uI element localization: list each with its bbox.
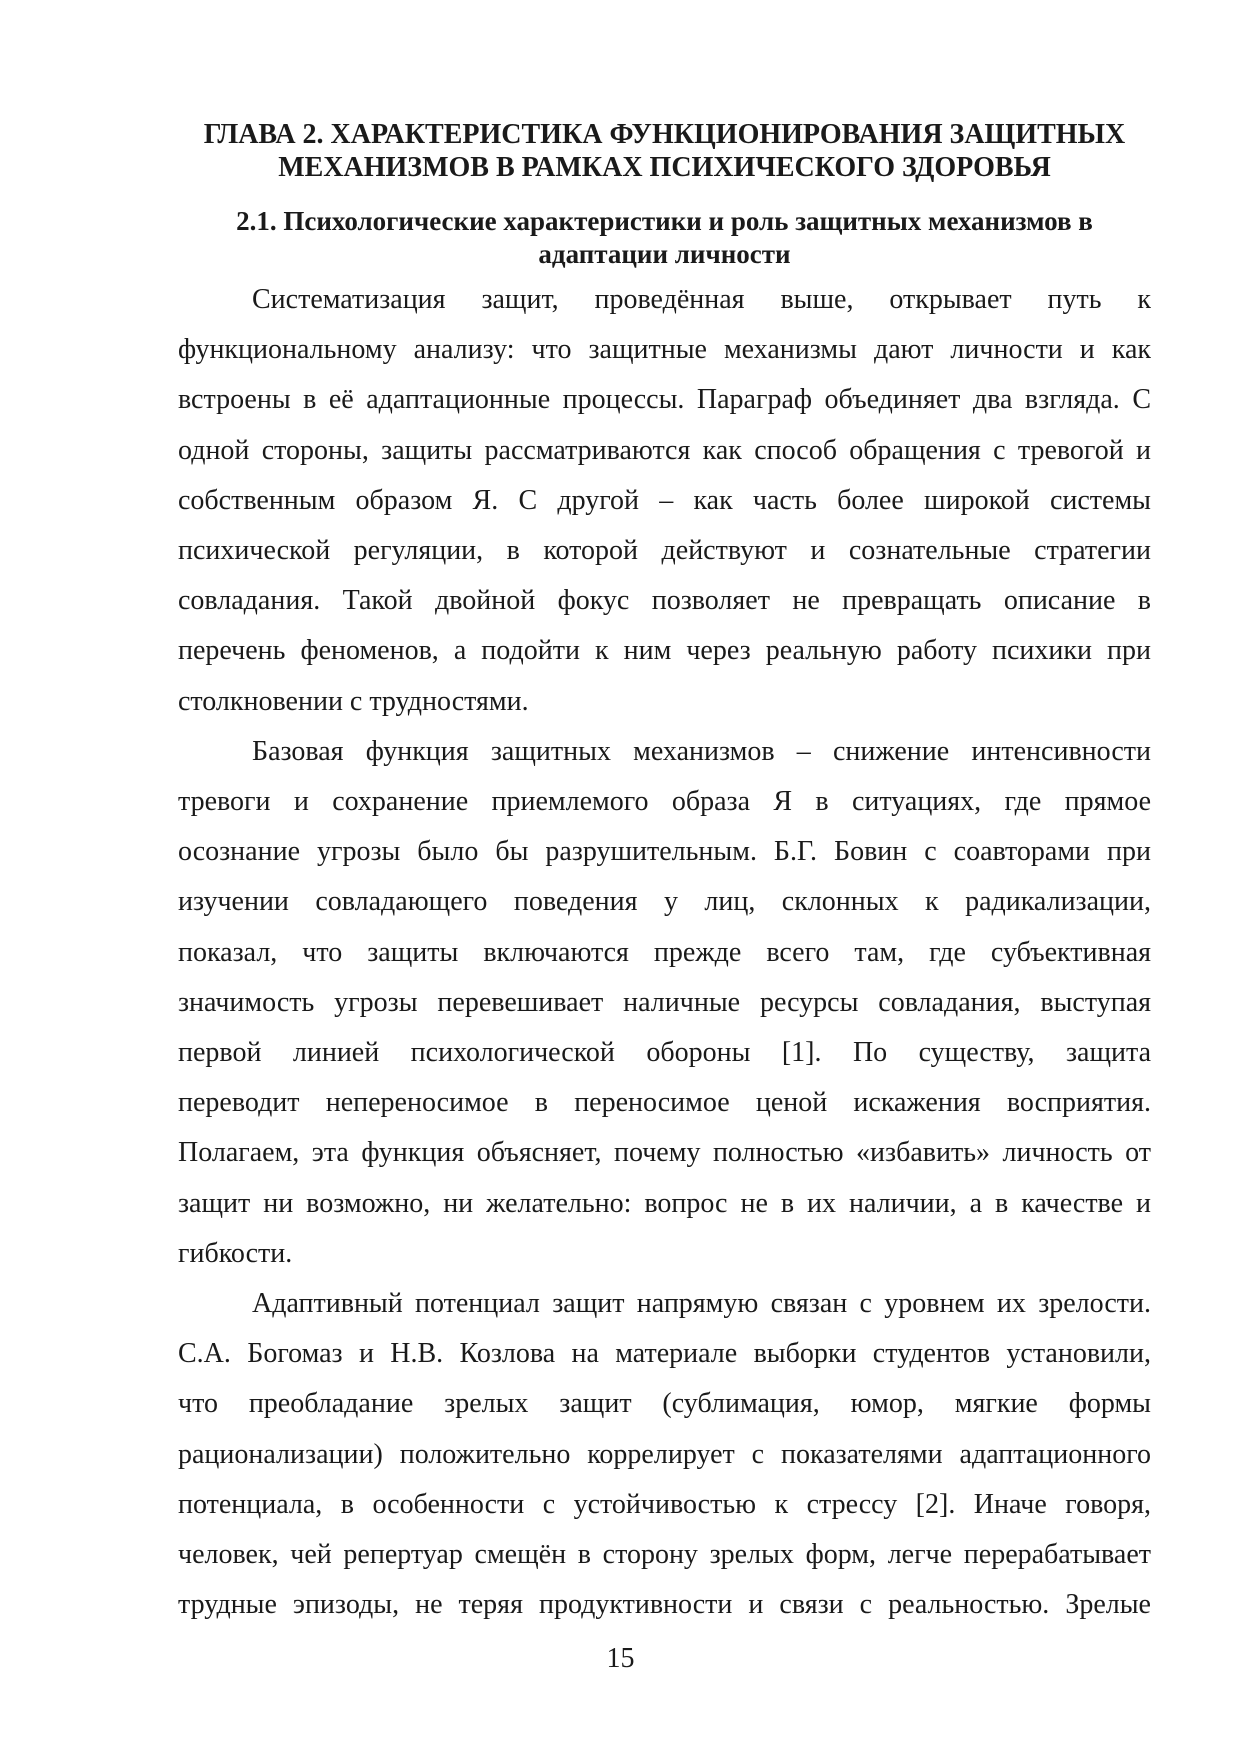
section-title-line: адаптации личности [538,239,791,269]
paragraph-line: что преобладание зрелых защит (сублимация, юмор, мягкие формы [178,1388,1151,1420]
paragraph-line: переводит непереносимое в переносимое ценой искажения восприятия. [178,1087,1151,1119]
paragraph-line: психической регуляции, в которой действуют и сознательные стратегии [178,535,1151,567]
paragraph-line: осознание угрозы было бы разрушительным. Б.Г. Бовин с соавторами при [178,836,1151,868]
paragraph [178,727,1151,1279]
paragraph-line: перечень феноменов, а подойти к ним через реальную работу психики при [178,635,1151,667]
body-text [178,275,1151,1630]
chapter-title-line: МЕХАНИЗМОВ В РАМКАХ ПСИХИЧЕСКОГО ЗДОРОВЬЯ [278,152,1051,183]
paragraph-line: Полагаем, эта функция объясняет, почему полностью «избавить» личность от [178,1137,1151,1169]
paragraph-line: гибкости. [178,1237,293,1269]
paragraph-line: значимость угрозы перевешивает наличные ресурсы совладания, выступая [178,986,1151,1018]
paragraph-line: одной стороны, защиты рассматриваются как способ обращения с тревогой и [178,434,1151,466]
paragraph-line: показал, что защиты включаются прежде всего там, где субъективная [178,936,1151,968]
paragraph-line: Адаптивный потенциал защит напрямую связан с уровнем их зрелости. [252,1288,1151,1320]
section-title-line: 2.1. Психологические характеристики и роль защитных механизмов в [236,206,1093,236]
paragraph-line: собственным образом Я. С другой – как часть более широкой системы [178,484,1151,516]
paragraph [178,1279,1151,1630]
chapter-title [178,118,1151,184]
paragraph-line: тревоги и сохранение приемлемого образа Я в ситуациях, где прямое [178,786,1151,818]
paragraph-line: человек, чей репертуар смещён в сторону зрелых форм, легче перерабатывает [178,1539,1151,1571]
paragraph-line: защит ни возможно, ни желательно: вопрос не в их наличии, а в качестве и [178,1187,1151,1219]
paragraph-line: столкновении с трудностями. [178,685,529,717]
section-title [178,205,1151,271]
paragraph-line: Систематизация защит, проведённая выше, открывает путь к [252,284,1151,315]
paragraph-line: первой линией психологической обороны [1]. По существу, защита [178,1037,1151,1069]
paragraph-line: Базовая функция защитных механизмов – снижение интенсивности [252,735,1151,767]
paragraph [178,275,1151,727]
paragraph-line: функциональному анализу: что защитные механизмы дают личности и как [178,334,1151,366]
chapter-title-line: ГЛАВА 2. ХАРАКТЕРИСТИКА ФУНКЦИОНИРОВАНИЯ ЗАЩИТНЫХ [203,119,1126,150]
paragraph-line: изучении совладающего поведения у лиц, склонных к радикализации, [178,886,1151,918]
paragraph-line: встроены в её адаптационные процессы. Параграф объединяет два взгляда. С [178,384,1151,416]
page-number: 15 [606,1643,635,1674]
paragraph-line: рационализации) положительно коррелирует с показателями адаптационного [178,1438,1151,1470]
paragraph-line: трудные эпизоды, не теряя продуктивности и связи с реальностью. Зрелые [178,1589,1151,1621]
page-content [178,118,1151,1630]
paragraph-line: совладания. Такой двойной фокус позволяет не превращать описание в [178,585,1151,617]
paragraph-line: потенциала, в особенности с устойчивостью к стрессу [2]. Иначе говоря, [178,1488,1151,1520]
paragraph-line: С.А. Богомаз и Н.В. Козлова на материале выборки студентов установили, [178,1338,1151,1370]
